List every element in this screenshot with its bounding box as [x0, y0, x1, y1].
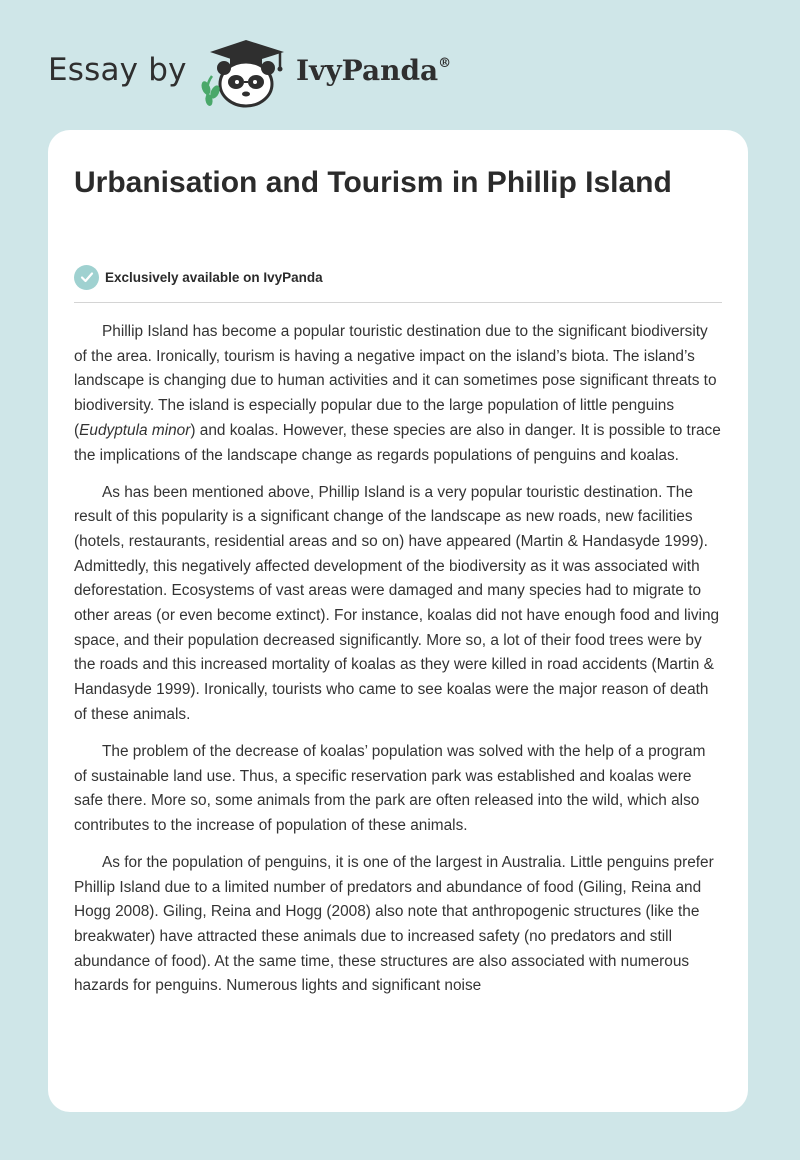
- essay-body: [74, 320, 722, 1011]
- badge-text: Exclusively available on IvyPanda: [105, 269, 323, 285]
- registered-mark: ®: [438, 56, 452, 71]
- paragraph-text: Phillip Island has become a popular touristic destination due to the significant biodiversity of the area. Ironically, tourism is having a negative impact on the island’s biota. The island’s landscape is changing due to human activities and it can sometimes pose significant threats to biodiversity. The island is especially popular due to the large population of little penguins (: [74, 323, 717, 439]
- exclusive-badge: [74, 264, 323, 290]
- brand-name-text: IvyPanda: [296, 54, 439, 87]
- divider: [74, 302, 722, 303]
- check-icon: [74, 265, 99, 290]
- paragraph: The problem of the decrease of koalas’ population was solved with the help of a program of sustainable land use. Thus, a specific reservation park was established and koalas were safe there. More so, some animals from the park are often released into the wild, which also contributes to the increase of population of these animals.: [74, 742, 706, 834]
- paragraph: [74, 320, 722, 468]
- site-header: [0, 0, 800, 130]
- panda-graduate-logo-icon[interactable]: [200, 38, 292, 108]
- paragraph: As has been mentioned above, Phillip Island is a very popular touristic destination. The result of this popularity is a significant change of the landscape as new roads, new facilities (hotels, restaurants, residential areas and so on) have appeared (Martin & Handasyde 1999). Admittedly, this negatively affected development of the biodiversity as it was associated with deforestation. Ecosystems of vast areas were damaged and many species had to migrate to other areas (or even become extinct). For instance, koalas did not have enough food and living space, and their population decreased significantly. More so, a lot of their food trees were by the roads and this increased mortality of koalas as they were killed in road accidents (Martin & Handasyde 1999). Ironically, tourists who came to see koalas were the major reason of death of these animals.: [74, 483, 720, 723]
- brand-prefix: Essay by: [48, 52, 187, 88]
- paragraph: As for the population of penguins, it is one of the largest in Australia. Little penguins prefer Phillip Island due to a limited number of predators and abundance of food (Giling, Reina and Hogg 2008). Giling, Reina and Hogg (2008) also note that anthropogenic structures (like the breakwater) have attracted these animals due to increased safety (no predators and still abundance of food). At the same time, these structures are also associated with numerous hazards for penguins. Numerous lights and significant noise: [74, 853, 714, 995]
- species-name: Eudyptula minor: [79, 421, 191, 439]
- paragraph-text: ) and koalas. However, these species are also in danger. It is possible to trace the implications of the landscape change as regards populations of penguins and koalas.: [74, 421, 721, 464]
- brand-name[interactable]: [296, 54, 451, 87]
- essay-title: Urbanisation and Tourism in Phillip Island: [74, 166, 672, 199]
- essay-card: [48, 130, 748, 1112]
